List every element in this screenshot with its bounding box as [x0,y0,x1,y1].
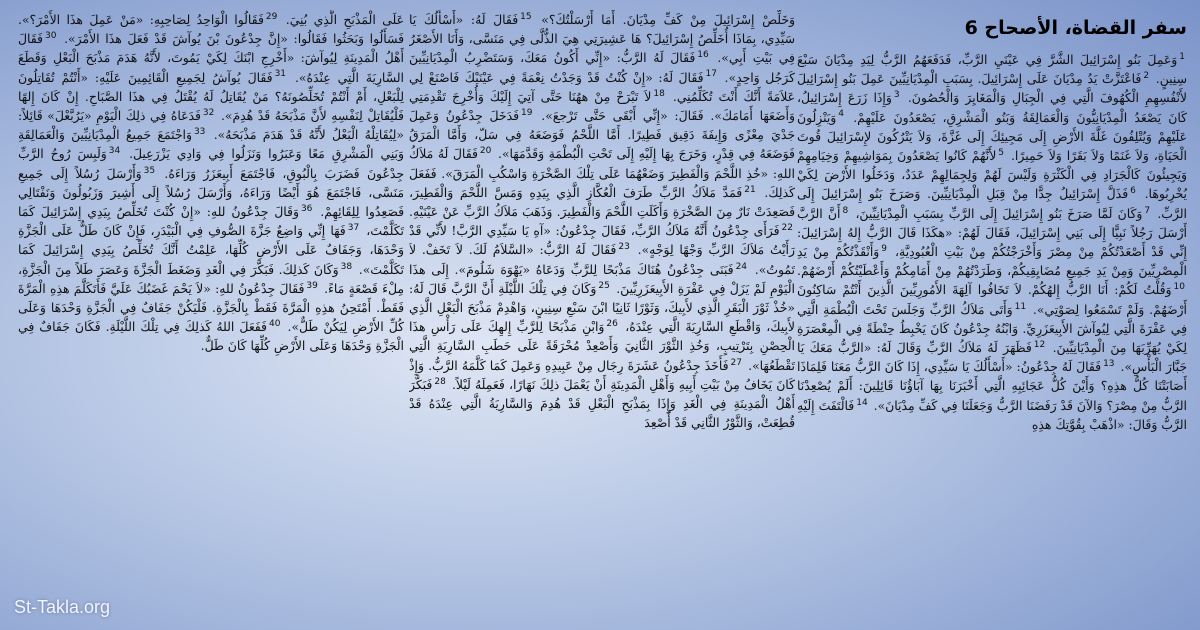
verse-text: لاَ تَبْرَحْ مِنْ ههُنَا حَتَّى آتِيَ إِلَيْكَ وَأُخْرِجَ تَقْدِمَتِي وَأَضَعَهَا أَمَامَكَ». فَقَالَ: «إِنِّي أَبْقَى حَتَّى تَرْجعَ». [409,88,795,124]
verse-number: 22 [781,223,793,234]
verse-number: 16 [697,50,709,61]
chapter-title: سفر القضاة، الأصحاح 6 [964,17,1187,39]
verse-number: 31 [274,69,287,80]
verse-text: فَأَخَذَ جِدْعُونُ عَشَرَةَ رِجَال مِنْ عَبِيدِهِ وَعَمِلَ كَمَا كَلَّمَهُ الرَّبُّ. وَإِذْ كَانَ يَخَافُ مِنْ بَيْتِ أَبِيهِ وَأَهْلِ الْمَدِينَةِ أَنْ يَعْمَلَ ذلِكَ نَهَارًا، فَعَمِلَهُ لَيْلاً. [409,357,795,392]
verse-number: 32 [202,107,215,118]
verse-text: فَبَنَى جِدْعُونُ هُنَاكَ مَذْبَحًا لِلرَّبِّ وَدَعَاهُ «يَهْوَهَ شَلُومَ». إِلَى هذَا الْيَوْمِ لَمْ يَزَلْ فِي عَفْرَةِ الأَبِيعَزَرِيِّينَ. [409,261,795,296]
verse-text: فَظَهَرَ لَهُ مَلاَكُ الرَّبِّ وَقَالَ لَهُ: «الرَّبُّ مَعَكَ يَا جَبَّارَ الْبَأْسِ». [797,340,1187,375]
verse-text: فَقَالَ لَهُ الرَّبُّ: «السَّلاَمُ لَكَ. لاَ تَخَفْ. لاَ تَمُوتُ». [409,242,795,277]
verse-number: 14 [856,397,868,408]
verse-text: وَعَمِلَ بَنُو إِسْرَائِيلَ الشَّرَّ فِي عَيْنَيِ الرَّبِّ، فَدَفَعَهُمُ الرَّبُّ لِيَدِ مِدْيَانَ سَبْعَ سِنِينٍ. [797,52,1187,87]
verse-number: 27 [730,357,742,368]
verse-text: فَفَعَلَ اللهُ كَذلِكَ فِي تِلْكَ اللَّيْلَةِ. فَكَانَ جَفَافٌ فِي الْجَزَّةِ وَحْدَهَا وَعَلَى الأَرْضِ كُلِّهَا كَانَ طَلٌّ. [18,319,404,354]
verse-number: 9 [881,243,888,254]
verse-number: 11 [1014,301,1027,312]
verse-number: 5 [998,147,1005,158]
verse-number: 7 [1144,205,1151,216]
verse-text: وَخَلِّصْ إِسْرَائِيلَ مِنْ كَفِّ مِدْيَانَ. أَمَا أَرْسَلْتُكَ؟» [541,12,795,27]
verse-number: 34 [108,146,121,157]
verse-number: 20 [479,146,492,157]
verse-number: 38 [340,261,353,272]
verse-text: وَقُلْتُ لَكُمْ: أَنَا الرَّبُّ إِلهُكُمْ. لاَ تَخَافُوا آلِهَةَ الأَمُورِيِّينَ الَّذِينَ أَنْتُمْ سَاكِنُونَ أَرْضَهُمْ. وَلَمْ تَسْمَعُوا لِصَوْتِي». [797,282,1187,317]
verse-text: وَأَرْسَلَ رُسُلاً إِلَى جَمِيعِ مَنَسَّى، فَاجْتَمَعَ هُوَ أَيْضًا وَرَاءَهُ، وَأَرْسَلَ رُسُلاً إِلَى أَشِيرَ وَزَبُولُونَ وَنَفْتَالِي فَصَعِدُوا لِلِقَائِهِمْ. [18,165,404,220]
verse-text: فَقَالَ أَهْلُ الْمَدِينَةِ لِيُوآشَ: «أَخْرِجِ ابْنَكَ لِكَيْ يَمُوتَ، لأَنَّهُ هَدَمَ مَذْبَحَ الْبَعْلِ وَقَطَعَ السَّارِيَةَ الَّتِي عِنْدَهُ». [18,31,404,85]
verse-text: فَقَالَ يُوآشُ لِجَمِيعِ الْقَائِمِينَ عَلَيْهِ: «أَنْتُمْ تُقَاتِلُونَ لِلْبَعْلِ، أَمْ أَنْتُمْ تُخَلِّصُونَهُ؟ مَنْ يُقَاتِلُ لَهُ يُقْتَلُ فِي هذَا الصَّبَاحِ. إِنْ كَانَ إِلهًا فَلْيُقَاتِلْ لِنَفْسِهِ لأَنَّ مَذْبَحَهُ قَدْ هُدِمَ». [18,69,404,124]
verse-text: لأَنَّهُمْ كَانُوا يَصْعَدُونَ بِمَوَاشِيهِمْ وَخِيَامِهِمْ وَيَجِيئُونَ كَالْجَرَادِ فِي الْكَثْرَةِ وَلَيْسَ لَهُمْ وَلِجِمَالِهِمْ عَدَدٌ، وَدَخَلُوا الأَرْضَ لِكَيْ يُخْرِبُوهَا. [797,148,1187,202]
verse-number: 28 [434,376,446,387]
verse-number: 40 [269,319,281,330]
verse-text: فَدَخَلَ جِدْعُونُ وَعَمِلَ جَدْيَ مِعْزًى وَإِيفَةَ دَقِيق فَطِيرًا. أَمَّا اللَّحْمُ فَوَضَعَهُ فِي سَلّ، وَأَمَّا الْمَرَقُ فَوَضَعَهُ فِي قِدْرٍ، وَخَرَجَ بِهَا إِلَيْهِ إِلَى تَحْتِ الْبُطْمَةِ وَقَدَّمَهَا». [409,108,795,162]
verse-text: عَلَى الْمَذْبَحِ الَّذِي بُنِيَ. [285,12,404,27]
verse-number: 36 [300,203,313,214]
verse-number: 19 [521,107,533,118]
verse-number: 17 [705,69,717,80]
verse-number: 4 [838,109,845,120]
verse-number: 8 [842,205,849,216]
verse-text: فَبَكَّرَ أَهْلُ الْمَدِينَةِ فِي الْغَدِ وَإِذَا بِمَذْبَحِ الْبَعْلِ قَدْ هُدِمَ وَالسَّارِيَةُ الَّتِي عِنْدَهُ قَدْ قُطِعَتْ، وَالثَّوْرُ الثَّانِي قَدْ أُصْعِدَ [409,376,795,431]
text-column-right [797,10,1187,622]
verse-text: فَذَلَّ إِسْرَائِيلُ جِدًّا مِنْ قِبَلِ الْمِدْيَانِيِّينَ. وَصَرَخَ بَنُو إِسْرَائِيلَ إِلَى الرَّبِّ. [797,186,1187,221]
verse-number: 25 [598,280,610,291]
verse-text: فَقَالَ لَهُ جِدْعُونُ: «أَسْأَلُكَ يَا سَيِّدِي، إِذَا كَانَ الرَّبُّ مَعَنَا فَلِمَاذَا أَصَابَتْنَا كُلُّ هذِهِ؟ وَأَيْنَ كُلُّ عَجَائِبِهِ الَّتِي أَخْبَرَنَا بِهَا آبَاؤُنَا قَائِلِينَ: أَلَمْ يُصْعِدْنَا الرَّبُّ مِنْ مِصْرَ؟ وَالآنَ قَدْ رَفَضَنَا الرَّبُّ وَجَعَلَنَا فِي كَفِّ مِدْيَانَ». [797,359,1187,413]
verse-number: 30 [44,31,57,42]
verse-text: وَيَنْزِلُونَ عَلَيْهِمْ وَيُتْلِفُونَ غَلَّةَ الأَرْضِ إِلَى مَجِيئِكَ إِلَى غَزَّةَ، وَلاَ يَتْرُكُونَ لإِسْرَائِيلَ قُوتَ الْحَيَاةِ، وَلاَ غَنَمًا وَلاَ بَقَرًا وَلاَ حَمِيرًا. [797,109,1187,164]
verses-column-3 [18,10,404,356]
verse-text: وَأَتَى مَلاَكُ الرَّبِّ وَجَلَسَ تَحْتَ الْبُطْمَةِ الَّتِي فِي عَفْرَةَ الَّتِي لِيُوآشَ الأَبِيعَزَرِيِّ. وَابْنُهُ جِدْعُونُ كَانَ يَخْبِطُ حِنْطَةً فِي الْمِعْصَرَةِ لِكَيْ يُهَرِّبَهَا مِنَ الْمِدْيَانِيِّينَ. [797,301,1187,356]
verse-text: وَإِذَا زَرَعَ إِسْرَائِيلُ، كَانَ يَصْعَدُ الْمِدْيَانِيُّونَ وَالْعَمَالِقَةُ وَبَنُو الْمَشْرِقِ، يَصْعَدُونَ عَلَيْهِمْ. [797,90,1187,125]
verse-text: وَلَبِسَ رُوحُ الرَّبِّ جِدْعُونَ فَضَرَبَ بِالْبُوقِ، فَاجْتَمَعَ أَبِيعَزَرُ وَرَاءَهُ. [18,146,404,181]
verse-number: 12 [1033,339,1046,350]
verse-number: 13 [1103,359,1115,370]
verse-text: أَنَّ الرَّبَّ أَرْسَلَ رَجُلاً نَبِيًّا إِلَى بَنِي إِسْرَائِيلَ، فَقَالَ لَهُمْ: «هكَذَا قَالَ الرَّبُّ إِلهُ إِسْرَائِيلَ: إِنِّي قَدْ أَصْعَدْتُكُمْ مِنْ مِصْرَ وَأَخْرَجْتُكُمْ مِنْ بَيْتِ الْعُبُودِيَّةِ، [797,205,1187,260]
verses-column-1 [797,50,1187,434]
verse-number: 37 [347,223,360,234]
text-column-left [18,10,404,622]
verse-number: 2 [1143,71,1150,82]
verse-text: وَكَانَ فِي تِلْكَ اللَّيْلَةِ أَنَّ الرَّبَّ قَالَ لَهُ: «خُذْ ثَوْرَ الْبَقَرِ الَّذِي لأَبِيكَ، وَثَوْرًا ثَانِيًا ابْنَ سَبْعِ سِنِينٍ، وَاهْدِمْ مَذْبَحَ الْبَعْلِ الَّذِي لأَبِيكَ، وَاقْطَعِ السَّارِيَةَ الَّتِي عِنْدَهُ، [409,280,795,335]
verse-text: فَهَا إِنِّي وَاضِعٌ جَزَّةَ الصُّوفِ فِي الْبَيْدَرِ، فَإِنْ كَانَ طَلٌّ عَلَى الْجَزَّةِ وَحْدَهَا، وَجَفَافٌ عَلَى الأَرْضِ كُلِّهَا، عَلِمْتُ أَنَّكَ تُخَلِّصُ بِيَدِي إِسْرَائِيلَ كَمَا تَكَلَّمْتَ». [18,223,404,277]
site-watermark[interactable]: St-Takla.org [14,597,111,617]
verse-number: 1 [1179,51,1185,62]
verse-number: 23 [618,242,630,253]
verse-number: 18 [653,88,665,99]
verse-number: 10 [1173,282,1185,293]
verse-number: 33 [193,127,206,138]
verse-text: وَابْنِ مَذْبَحًا لِلرَّبِّ إِلهِكَ عَلَى رَأْسِ هذَا الْحِصْنِ بِتَرْتِيبٍ، وَخُذِ الثَّوْرَ الثَّانِيَ وَأَصْعِدْ مُحْرَقَةً عَلَى حَطَبِ السَّارِيَةِ الَّتِي تَقْطَعُهَا». [409,319,795,373]
verse-number: 3 [893,90,900,101]
verse-number: 39 [306,280,318,291]
verse-number: 6 [1130,186,1136,197]
verse-number: 35 [143,165,156,176]
verses-column-2 [409,10,795,432]
verse-text: فَقَالُوا الْوَاحِدُ لِصَاحِبِهِ: «مَنْ عَمِلَ هذَا الأَمْرَ؟». فَسَأَلُوا وَبَحَثُوا فَقَالُوا: «إِنَّ جِدْعُونَ بْنَ يُوآشَ قَدْ فَعَلَ هذَا الأَمْرَ». [18,12,404,47]
verse-text: وَاجْتَمَعَ جَمِيعُ الْمِدْيَانِيِّينَ وَالْعَمَالِقَةِ وَبَنِي الْمَشْرِقِ مَعًا وَعَبَرُوا وَنَزَلُوا فِي وَادِي يَزْرَعِيلَ. [18,127,404,162]
verse-text: وَقَالَ جِدْعُونُ للهِ: «إِنْ كُنْتَ تُخَلِّصُ بِيَدِي إِسْرَائِيلَ كَمَا تَكَلَّمْتَ، [18,204,404,239]
verse-text: فَمَدَّ مَلاَكُ الرَّبِّ طَرَفَ الْعُكَّازِ الَّذِي بِيَدِهِ وَمَسَّ اللَّحْمَ وَالْفَطِيرَ، فَصَعِدَتْ نَارٌ مِنَ الصَّخْرَةِ وَأَكَلَتِ اللَّحْمَ وَالْفَطِيرَ. وَذَهَبَ مَلاَكُ الرَّبِّ عَنْ عَيْنَيْهِ. [409,184,795,220]
verse-text: فَقَالَ لَهُ: «إِنْ كُنْتُ قَدْ وَجَدْتُ نِعْمَةً فِي عَيْنَيْكَ فَاصْنَعْ لِي عَلاَمَةً أَنَّكَ أَنْتَ تُكَلِّمُنِي. [409,69,795,104]
verse-text: وَكَانَ كَذلِكَ. فَبَكَّرَ فِي الْغَدِ وَضَغَطَ الْجَزَّةَ وَعَصَرَ طَلاً مِنَ الْجَزَّةِ، مِلْءَ قَصْعَةٍ مَاءً. [18,261,404,296]
verse-number: 15 [520,11,532,22]
verse-text: وَكَانَ لَمَّا صَرَخَ بَنُو إِسْرَائِيلَ إِلَى الرَّبِّ بِسَبَبِ الْمِدْيَانِيِّينَ، [855,205,1143,221]
verse-number: 26 [606,319,618,330]
verse-text: فَقَالَ لَهُ: «أَسْأَلُكَ يَا سَيِّدِي، بِمَاذَا أُخَلِّصُ إِسْرَائِيلَ؟ هَا عَشِيرَتِي هِيَ الذُّلَّى فِي مَنَسَّى، وَأَنَا الأَصْغَرُ فِي بَيْتِ أَبِي». [409,12,795,66]
verse-text: فَقَالَ لَهُ مَلاَكُ اللهِ: «خُذِ اللَّحْمَ وَالْفَطِيرَ وَضَعْهُمَا عَلَى تِلْكَ الصَّخْرَةِ وَاسْكُبِ الْمَرَقَ». فَفَعَلَ كَذلِكَ. [409,146,795,200]
verse-text: فَدَعَاهُ فِي ذلِكَ الْيَوْمِ «يَرُبَّعْلَ» قَائِلاً: «لِيُقَاتِلْهُ الْبَعْلُ لأَنَّهُ قَدْ هَدَمَ مَذْبَحَهُ». [18,108,404,143]
verse-text: فَقَالَ لَهُ الرَّبُّ: «إِنِّي أَكُونُ مَعَكَ، وَسَتَضْرِبُ الْمِدْيَانِيِّينَ كَرَجُل وَاحِدٍ». [409,50,795,85]
verse-number: 29 [265,11,278,22]
verse-text: فَاعْتَزَّتْ يَدُ مِدْيَانَ عَلَى إِسْرَائِيلَ. بِسَبَبِ الْمِدْيَانِيِّينَ عَمِلَ بَنُو إِسْرَائِيلَ لأَنْفُسِهِمِ الْكُهُوفَ الَّتِي فِي الْجِبَالِ وَالْمَغَايِرَ وَالْحُصُونَ. [797,71,1187,106]
verse-text: فَقَالَ جِدْعُونُ للهِ: «لاَ يَحْمَ غَضَبُكَ عَلَيَّ فَأَتَكَلَّمَ هذِهِ الْمَرَّةَ فَقَطْ. أَمْتَحِنُ هذِهِ الْمَرَّةَ فَقَطْ بِالْجَزَّةِ. فَلْيَكُنْ جَفَافٌ فِي الْجَزَّةِ وَحْدَهَا وَعَلَى كُلِّ الأَرْضِ لِيَكُنْ طَلٌّ». [18,280,404,335]
verse-number: 21 [744,184,756,195]
text-column-middle [409,10,795,622]
verse-text: وَأَنْقَذْتُكُمْ مِنْ يَدِ الْمِصْرِيِّينَ وَمِنْ يَدِ جَمِيعِ مُضَايِقِيكُمْ، وَطَرَدْتُهُمْ مِنْ أَمَامِكُمْ وَأَعْطَيْتُكُمْ أَرْضَهُمْ. [797,244,1187,279]
verse-number: 24 [735,261,748,272]
verse-text: فَالْتَفَتَ إِلَيْهِ الرَّبُّ وَقَالَ: «اذْهَبْ بِقُوَّتِكَ هذِهِ [797,397,1187,432]
verse-text: فَرَأَى جِدْعُونُ أَنَّهُ مَلاَكُ الرَّبِّ، فَقَالَ جِدْعُونُ: «آهِ يَا سَيِّدِي الرَّبَّ! لأَنِّي قَدْ رَأَيْتُ مَلاَكَ الرَّبِّ وَجْهًا لِوَجْهٍ». [409,223,795,258]
